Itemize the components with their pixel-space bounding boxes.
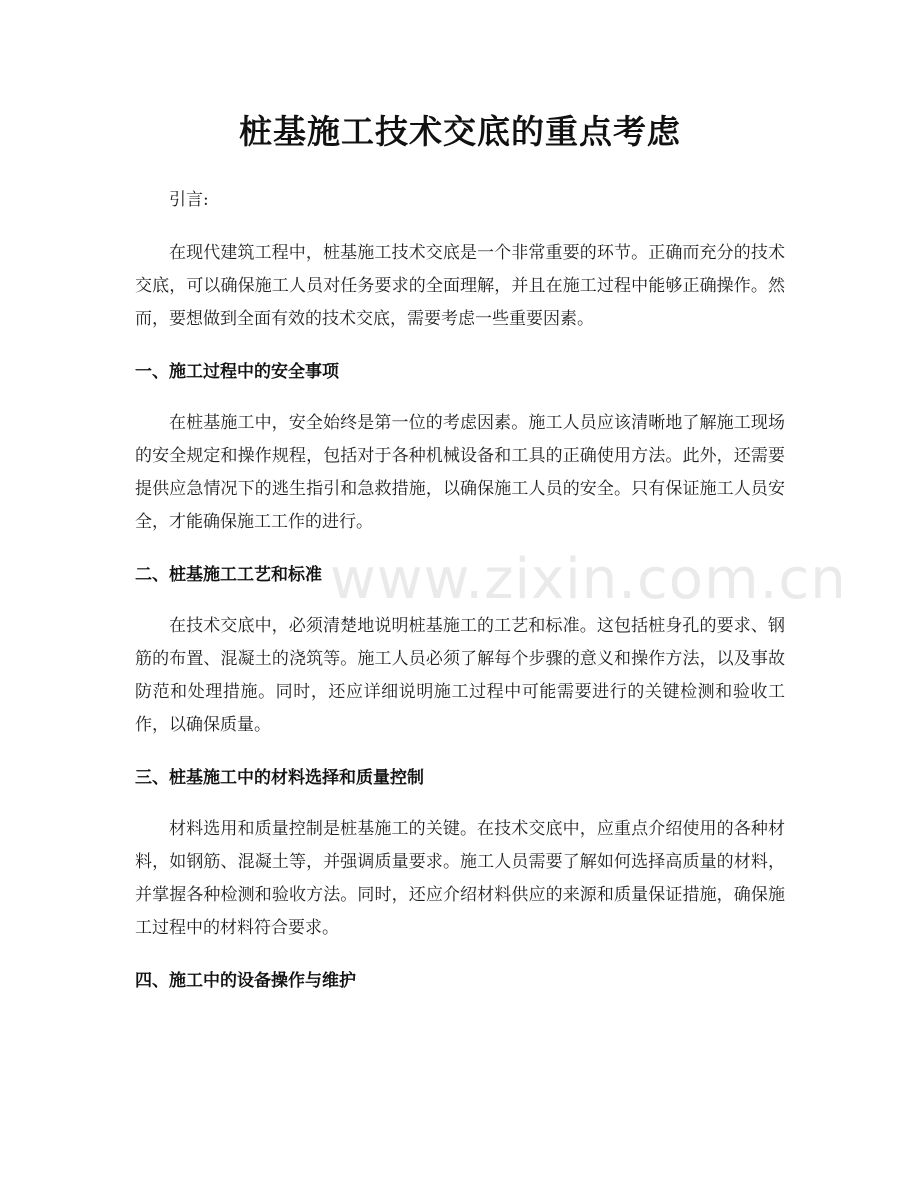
spacer [135, 742, 785, 762]
section-heading-materials: 三、桩基施工中的材料选择和质量控制 [135, 768, 424, 788]
document-body [135, 184, 785, 998]
section-heading-equipment: 四、施工中的设备操作与维护 [135, 971, 356, 991]
spacer [135, 336, 785, 356]
section-paragraph-materials: 材料选用和质量控制是桩基施工的关键。在技术交底中，应重点介绍使用的各种材料，如钢筋、混凝土等，并强调质量要求。施工人员需要了解如何选择高质量的材料，并掌握各种检测和验收方法。同时，还应介绍材料供应的来源和质量保证措施，确保施工过程中的材料符合要求。 [135, 819, 785, 938]
watermark: www.zixin.com.cn [330, 547, 847, 612]
spacer [135, 389, 785, 407]
section-heading-safety: 一、施工过程中的安全事项 [135, 362, 339, 382]
spacer [135, 592, 785, 610]
section-paragraph-process: 在技术交底中，必须清楚地说明桩基施工的工艺和标准。这包括桩身孔的要求、钢筋的布置、混凝土的浇筑等。施工人员必须了解每个步骤的意义和操作方法，以及事故防范和处理措施。同时，还应详细说明施工过程中可能需要进行的关键检测和验收工作，以确保质量。 [135, 616, 785, 735]
document-title: 桩基施工技术交底的重点考虑 [239, 112, 681, 151]
intro-paragraph: 在现代建筑工程中，桩基施工技术交底是一个非常重要的环节。正确而充分的技术交底，可以确保施工人员对任务要求的全面理解，并且在施工过程中能够正确操作。然而，要想做到全面有效的技术交底，需要考虑一些重要因素。 [135, 243, 785, 329]
section-paragraph-safety: 在桩基施工中，安全始终是第一位的考虑因素。施工人员应该清晰地了解施工现场的安全规定和操作规程，包括对于各种机械设备和工具的正确使用方法。此外，还需要提供应急情况下的逃生指引和急救措施，以确保施工人员的安全。只有保证施工人员安全，才能确保施工工作的进行。 [135, 413, 785, 532]
intro-label: 引言: [169, 190, 209, 210]
spacer [135, 795, 785, 813]
spacer [135, 945, 785, 965]
spacer [135, 539, 785, 559]
section-heading-process: 二、桩基施工工艺和标准 [135, 565, 322, 585]
